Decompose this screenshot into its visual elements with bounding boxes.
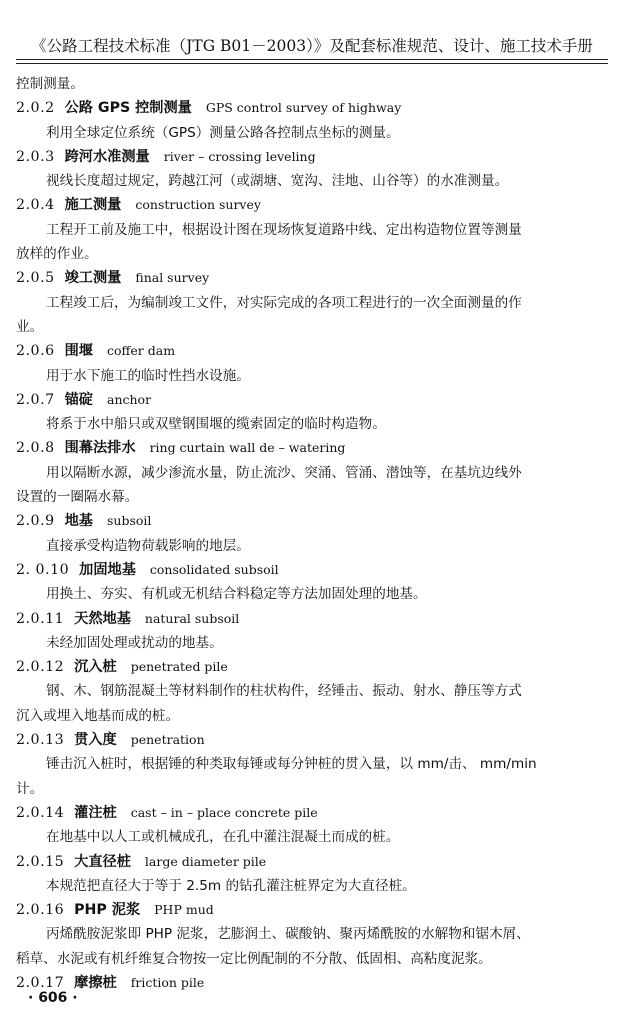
term-number: 2.0.13	[16, 732, 65, 749]
definition-line: 在地基中以人工或机械成孔，在孔中灌注混凝土而成的桩。	[46, 829, 400, 846]
term-chinese: 大直径桩	[74, 853, 131, 870]
term-number: 2.0.8	[16, 440, 55, 457]
term-chinese: 围幕法排水	[64, 440, 136, 457]
term-heading	[16, 509, 608, 533]
definition-line: 锤击沉入桩时，根据锤的种类取每锤或每分钟桩的贯入量，以 mm/击、 mm/min	[46, 756, 537, 773]
running-header: 《公路工程技术标准（JTG B01－2003）》及配套标准规范、设计、施工技术手册	[31, 37, 593, 55]
definition-line: 丙烯酰胺泥浆即 PHP 泥浆，艺膨润土、碳酸钠、聚丙烯酰胺的水解物和锯木屑、	[46, 926, 530, 943]
term-number: 2.0.2	[16, 100, 55, 117]
term-english: ring curtain wall de – watering	[149, 440, 346, 456]
term-english: natural subsoil	[144, 610, 240, 626]
term-english: construction survey	[135, 197, 261, 213]
definition-line: 将系于水中船只或双壁钢围堰的缆索固定的临时构造物。	[46, 416, 386, 433]
term-heading	[16, 801, 608, 825]
term-chinese: 贯入度	[74, 732, 117, 749]
term-chinese: 地基	[64, 513, 93, 530]
term-chinese: 加固地基	[79, 561, 136, 578]
term-number: 2.0.17	[16, 974, 65, 991]
term-number: 2. 0.10	[16, 561, 70, 578]
term-number: 2.0.4	[16, 197, 55, 214]
term-heading	[16, 145, 608, 169]
term-chinese: 天然地基	[74, 610, 131, 627]
term-heading	[16, 266, 608, 290]
definition-line: 用换土、夯实、有机或无机结合料稳定等方法加固处理的地基。	[46, 586, 427, 603]
term-heading	[16, 388, 608, 412]
term-english: PHP mud	[154, 902, 214, 918]
term-english: penetration	[130, 732, 205, 748]
term-number: 2.0.15	[16, 853, 65, 870]
definition-line: 业。	[16, 318, 44, 335]
term-heading	[16, 898, 608, 922]
term-english: coffer dam	[107, 343, 176, 359]
term-chinese: PHP 泥浆	[74, 902, 141, 919]
term-number: 2.0.16	[16, 902, 65, 919]
term-english: penetrated pile	[130, 659, 228, 675]
definition-line: 设置的一圈隔水幕。	[16, 489, 139, 506]
term-english: large diameter pile	[144, 853, 267, 869]
term-number: 2.0.11	[16, 610, 65, 627]
definition-line: 沉入或埋入地基而成的桩。	[16, 707, 180, 724]
term-chinese: 灌注桩	[74, 804, 117, 821]
term-english: GPS control survey of highway	[205, 100, 402, 116]
term-english: cast – in – place concrete pile	[130, 804, 318, 820]
definition-line: 用以隔断水源，减少渗流水量，防止流沙、突涌、管涌、潜蚀等，在基坑边线外	[46, 464, 522, 481]
term-heading	[16, 728, 608, 752]
term-chinese: 摩擦桩	[74, 974, 117, 991]
header-rule-thick	[16, 59, 608, 60]
definition-line: 放样的作业。	[16, 246, 98, 263]
term-heading	[16, 607, 608, 631]
definition-line: 用于水下施工的临时性挡水设施。	[46, 367, 250, 384]
term-heading	[16, 339, 608, 363]
term-chinese: 沉入桩	[74, 659, 117, 676]
definition-line: 计。	[16, 780, 44, 797]
term-heading	[16, 850, 608, 874]
term-chinese: 竣工测量	[64, 270, 122, 287]
definition-line: 钢、木、钢筋混凝土等材料制作的柱状构件，经锤击、振动、射水、静压等方式	[46, 683, 522, 700]
definition-line: 利用全球定位系统（GPS）测量公路各控制点坐标的测量。	[46, 124, 400, 141]
term-number: 2.0.3	[16, 148, 55, 165]
term-chinese: 公路 GPS 控制测量	[64, 100, 192, 117]
definition-line: 视线长度超过规定，跨越江河（或湖塘、宽沟、洼地、山谷等）的水准测量。	[46, 173, 509, 190]
term-english: final survey	[135, 270, 210, 286]
page-number: · 606 ·	[28, 990, 78, 1006]
term-number: 2.0.12	[16, 659, 65, 676]
definition-line: 未经加固处理或扰动的地基。	[46, 634, 223, 651]
term-number: 2.0.7	[16, 391, 55, 408]
term-heading	[16, 436, 608, 460]
term-heading	[16, 193, 608, 217]
term-number: 2.0.9	[16, 513, 55, 530]
term-chinese: 锚碇	[64, 391, 93, 408]
definition-line: 本规范把直径大于等于 2.5m 的钻孔灌注桩界定为大直径桩。	[46, 877, 416, 894]
term-english: river – crossing leveling	[163, 148, 316, 164]
term-english: subsoil	[107, 513, 152, 529]
term-heading	[16, 96, 608, 120]
definition-line: 稻草、水泥或有机纤维复合物按一定比例配制的不分散、低固相、高粘度泥浆。	[16, 950, 492, 967]
term-heading	[16, 655, 608, 679]
term-english: consolidated subsoil	[149, 561, 279, 577]
term-english: anchor	[107, 391, 152, 407]
term-chinese: 围堰	[64, 343, 93, 360]
definition-line: 直接承受构造物荷载影响的地层。	[46, 537, 250, 554]
term-number: 2.0.6	[16, 343, 55, 360]
header-rule-thin	[16, 63, 608, 64]
term-chinese: 施工测量	[64, 197, 122, 214]
definition-line: 工程竣工后，为编制竣工文件，对实际完成的各项工程进行的一次全面测量的作	[46, 294, 522, 311]
term-number: 2.0.14	[16, 804, 65, 821]
definition-line: 工程开工前及施工中，根据设计图在现场恢复道路中线、定出构造物位置等测量	[46, 221, 522, 238]
term-number: 2.0.5	[16, 270, 55, 287]
term-heading	[16, 558, 608, 582]
continued-text: 控制测量。	[16, 76, 84, 92]
term-heading	[16, 971, 608, 995]
term-chinese: 跨河水准测量	[64, 148, 150, 165]
term-english: friction pile	[130, 974, 205, 990]
page-content	[16, 72, 608, 995]
